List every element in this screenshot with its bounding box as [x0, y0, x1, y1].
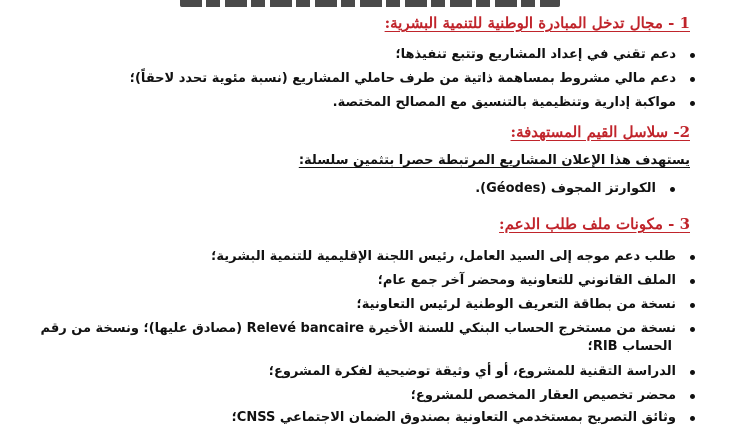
- bullet-icon: [690, 303, 695, 308]
- section-3-item-3-text: نسخة من بطاقة التعريف الوطنية لرئيس التعاونية؛: [356, 297, 676, 312]
- section-3-item-4-continuation: الحساب RIB؛: [587, 339, 672, 354]
- section-3-item-5-text: الدراسة التقنية للمشروع، أو أي وثيقة توضيحية لفكرة المشروع؛: [268, 364, 676, 379]
- section-1-item-3-text: مواكبة إدارية وتنظيمية بالتنسيق مع المصالح المختصة.: [332, 95, 676, 110]
- bullet-icon: [670, 187, 675, 192]
- bullet-icon: [690, 416, 695, 421]
- section-1-item-1-text: دعم تقني في إعداد المشاريع وتتبع تنفيذها؛: [395, 47, 676, 62]
- section-2-item-1: [475, 180, 675, 198]
- section-2-heading: 2- سلاسل القيم المستهدفة:: [510, 123, 690, 141]
- section-1-item-2-text: دعم مالي مشروط بمساهمة ذاتية من طرف حاملي المشاريع (نسبة مئوية تحدد لاحقاً)؛: [129, 71, 676, 86]
- bullet-icon: [690, 77, 695, 82]
- section-1-heading: 1 - مجال تدخل المبادرة الوطنية للتنمية البشرية:: [384, 14, 690, 32]
- bullet-icon: [690, 394, 695, 399]
- bullet-icon: [690, 255, 695, 260]
- section-2-item-1-text: الكوارتز المجوف (Géodes).: [475, 181, 656, 196]
- section-3-item-6-text: محضر تخصيص العقار المخصص للمشروع؛: [410, 388, 676, 403]
- bullet-icon: [690, 279, 695, 284]
- section-3-item-1-text: طلب دعم موجه إلى السيد العامل، رئيس اللجنة الإقليمية للتنمية البشرية؛: [211, 249, 676, 264]
- section-1-item-2: [130, 70, 695, 88]
- section-3-item-7-text: وثائق التصريح بمستخدمي التعاونية بصندوق الضمان الاجتماعي CNSS؛: [231, 410, 676, 425]
- bullet-icon: [690, 327, 695, 332]
- section-2-intro: يستهدف هذا الإعلان المشاريع المرتبطة حصرا بتثمين سلسلة:: [298, 153, 690, 168]
- bullet-icon: [690, 101, 695, 106]
- section-3-item-2: [378, 272, 695, 290]
- section-1-item-1: [395, 46, 695, 64]
- cropped-title-strokes: [180, 0, 560, 7]
- bullet-icon: [690, 53, 695, 58]
- cropped-title-fragment: [180, 0, 560, 7]
- section-3-item-4: [41, 320, 695, 338]
- section-3-item-4-text: نسخة من مستخرج الحساب البنكي للسنة الأخيرة Relevé bancaire (مصادق عليها)؛ ونسخة من رقم: [40, 321, 676, 336]
- section-3-item-7: [232, 409, 695, 427]
- section-3-item-1: [211, 248, 695, 266]
- section-3-item-5: [269, 363, 695, 381]
- section-3-item-6: [411, 387, 695, 405]
- section-3-item-2-text: الملف القانوني للتعاونية ومحضر آخر جمع عام؛: [377, 273, 676, 288]
- section-1-item-3: [333, 94, 695, 112]
- section-3-heading: 3 - مكونات ملف طلب الدعم:: [499, 215, 690, 233]
- bullet-icon: [690, 370, 695, 375]
- section-3-item-3: [357, 296, 696, 314]
